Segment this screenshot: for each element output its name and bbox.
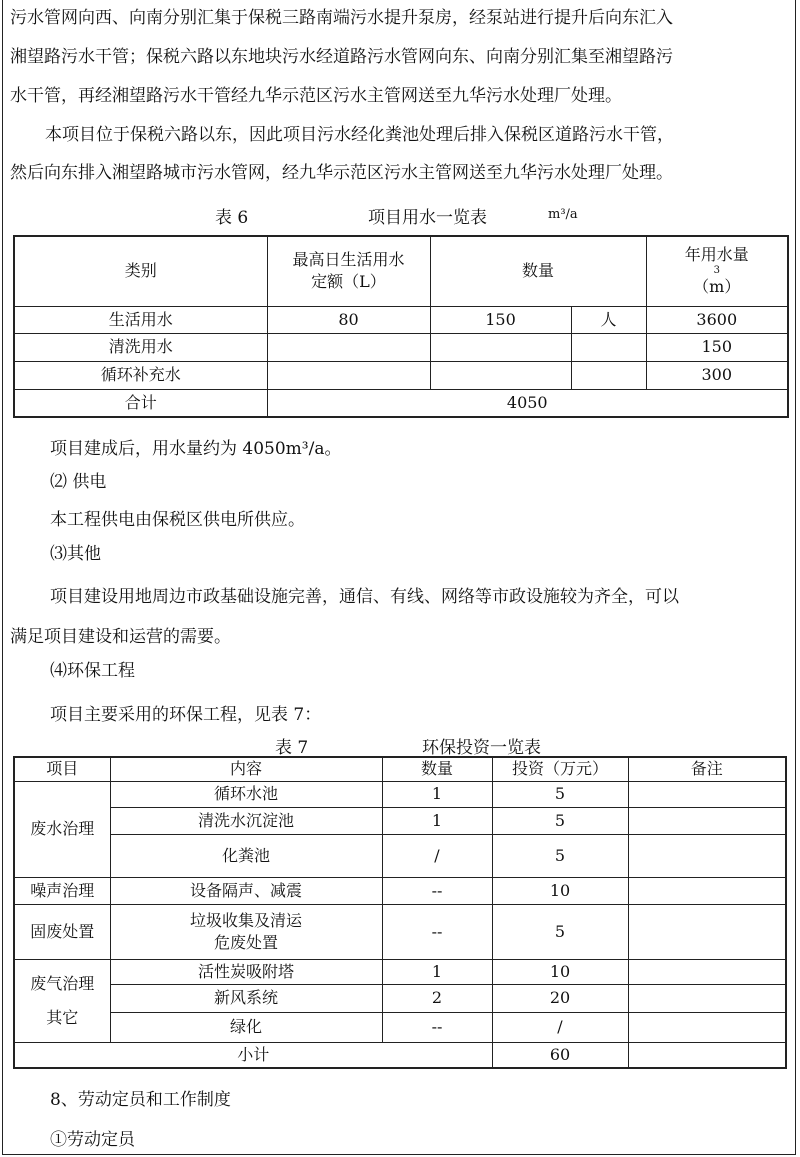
table7-cell — [628, 807, 786, 834]
table6-cell: 300 — [646, 361, 788, 389]
table7-cell: 1 — [382, 807, 492, 834]
table6-cell: 150 — [646, 333, 788, 361]
table7-cell — [628, 984, 786, 1012]
solid-content-line1: 垃圾收集及清运 — [189, 910, 302, 930]
water-use-table — [13, 235, 789, 418]
table6-cell — [430, 361, 571, 389]
table7-header-row — [14, 757, 786, 781]
table6-total-value: 4050 — [267, 389, 788, 417]
table7-header-item: 项目 — [14, 757, 110, 781]
table7-cell: -- — [382, 1012, 492, 1042]
table-row — [14, 834, 786, 877]
table6-cell — [430, 333, 571, 361]
table7-cell: 1 — [382, 781, 492, 807]
table7-cell — [110, 904, 382, 959]
table7-cell: 1 — [382, 959, 492, 984]
table7-cell — [628, 877, 786, 904]
table7-cell: 5 — [492, 834, 628, 877]
table7-header-quantity: 数量 — [382, 757, 492, 781]
table7-cell: 5 — [492, 807, 628, 834]
table7-cell: -- — [382, 904, 492, 959]
table6-cell: 清洗用水 — [14, 333, 267, 361]
group-noise: 噪声治理 — [14, 877, 110, 904]
table7-subtotal-value: 60 — [492, 1042, 628, 1068]
table7-cell: 2 — [382, 984, 492, 1012]
annual-header-line1: 年用水量 — [684, 245, 749, 265]
table6-cell: 循环补充水 — [14, 361, 267, 389]
table7-cell — [628, 781, 786, 807]
intro-p2-line1: 本项目位于保税六路以东，因此项目污水经化粪池处理后排入保税区道路污水干管， — [45, 125, 674, 145]
table7-cell: 清洗水沉淀池 — [110, 807, 382, 834]
power-text: 本工程供电由保税区供电所供应。 — [50, 510, 305, 530]
section8-sub: ①劳动定员 — [50, 1130, 135, 1150]
intro-p1-line1: 污水管网向西、向南分别汇集于保税三路南端污水提升泵房，经泵站进行提升后向东汇入 — [10, 8, 673, 28]
group-solid: 固废处置 — [14, 904, 110, 959]
table-row — [14, 877, 786, 904]
table6-unit: m³/a — [548, 207, 578, 222]
table7-cell: 5 — [492, 781, 628, 807]
table7-cell: 10 — [492, 877, 628, 904]
quota-header-line2: 定额（L） — [311, 272, 386, 292]
water-summary: 项目建成后，用水量约为 4050m³/a。 — [50, 439, 342, 459]
table-row — [14, 781, 786, 807]
power-heading: ⑵ 供电 — [50, 472, 107, 492]
env-heading: ⑷环保工程 — [50, 661, 135, 681]
table6-number: 表 6 — [215, 208, 249, 228]
table-row — [14, 306, 788, 333]
table7-cell: 20 — [492, 984, 628, 1012]
table7-subtotal-label: 小计 — [14, 1042, 492, 1068]
table7-cell — [628, 904, 786, 959]
table7-number: 表 7 — [275, 738, 309, 758]
table6-cell — [267, 361, 430, 389]
other-line2: 满足项目建设和运营的需要。 — [10, 627, 231, 647]
table7-cell: 绿化 — [110, 1012, 382, 1042]
quota-header-line1: 最高日生活用水 — [292, 250, 405, 270]
table6-header-annual — [646, 236, 788, 306]
table6-header-category: 类别 — [14, 236, 267, 306]
annual-header-line2: （m） — [693, 277, 741, 297]
table6-header-quantity: 数量 — [430, 236, 646, 306]
table7-cell: 10 — [492, 959, 628, 984]
table-row — [14, 984, 786, 1012]
table-row — [14, 361, 788, 389]
other-heading: ⑶其他 — [50, 544, 101, 564]
other-line1: 项目建设用地周边市政基础设施完善，通信、有线、网络等市政设施较为齐全，可以 — [50, 587, 679, 607]
intro-p1-line3: 水干管，再经湘望路污水干管经九华示范区污水主管网送至九华污水处理厂处理。 — [10, 86, 622, 106]
table7-cell — [628, 834, 786, 877]
table7-cell — [628, 1042, 786, 1068]
table7-cell: 新风系统 — [110, 984, 382, 1012]
intro-p2-line2: 然后向东排入湘望路城市污水管网，经九华示范区污水主管网送至九华污水处理厂处理。 — [10, 163, 673, 183]
table6-total-row — [14, 389, 788, 417]
group-wastewater: 废水治理 — [14, 781, 110, 877]
section8-heading: 8、劳动定员和工作制度 — [50, 1090, 231, 1110]
table7-cell: 化粪池 — [110, 834, 382, 877]
table-row — [14, 1012, 786, 1042]
table7-cell: / — [492, 1012, 628, 1042]
annual-header-sup: 3 — [713, 265, 720, 277]
group-gas-other — [14, 959, 110, 1042]
group-other: 其它 — [46, 1007, 79, 1027]
table7-header-content: 内容 — [110, 757, 382, 781]
table6-total-label: 合计 — [14, 389, 267, 417]
table-row — [14, 959, 786, 984]
table7-header-note: 备注 — [628, 757, 786, 781]
group-gas: 废气治理 — [30, 973, 95, 993]
table7-cell — [628, 959, 786, 984]
env-text: 项目主要采用的环保工程，见表 7： — [50, 705, 322, 725]
table6-cell: 3600 — [646, 306, 788, 333]
table6-cell: 人 — [571, 306, 646, 333]
table6-header-quota — [267, 236, 430, 306]
table6-cell — [267, 333, 430, 361]
table7-cell — [628, 1012, 786, 1042]
table6-title: 项目用水一览表 — [368, 208, 487, 228]
table6-cell: 80 — [267, 306, 430, 333]
table6-cell — [571, 333, 646, 361]
solid-content-line2: 危废处置 — [213, 932, 278, 952]
table-row — [14, 333, 788, 361]
table6-cell: 150 — [430, 306, 571, 333]
table6-header-row — [14, 236, 788, 306]
intro-p1-line2: 湘望路污水干管；保税六路以东地块污水经道路污水管网向东、向南分别汇集至湘望路污 — [10, 47, 673, 67]
table7-title: 环保投资一览表 — [422, 738, 541, 758]
table7-cell: 循环水池 — [110, 781, 382, 807]
table7-cell: 5 — [492, 904, 628, 959]
table-row — [14, 807, 786, 834]
table7-header-investment: 投资（万元） — [492, 757, 628, 781]
table6-cell: 生活用水 — [14, 306, 267, 333]
table-row — [14, 904, 786, 959]
table6-cell — [571, 361, 646, 389]
table7-cell: / — [382, 834, 492, 877]
env-investment-table — [13, 756, 787, 1069]
table7-subtotal-row — [14, 1042, 786, 1068]
table7-cell: -- — [382, 877, 492, 904]
table7-cell: 活性炭吸附塔 — [110, 959, 382, 984]
table7-cell: 设备隔声、减震 — [110, 877, 382, 904]
